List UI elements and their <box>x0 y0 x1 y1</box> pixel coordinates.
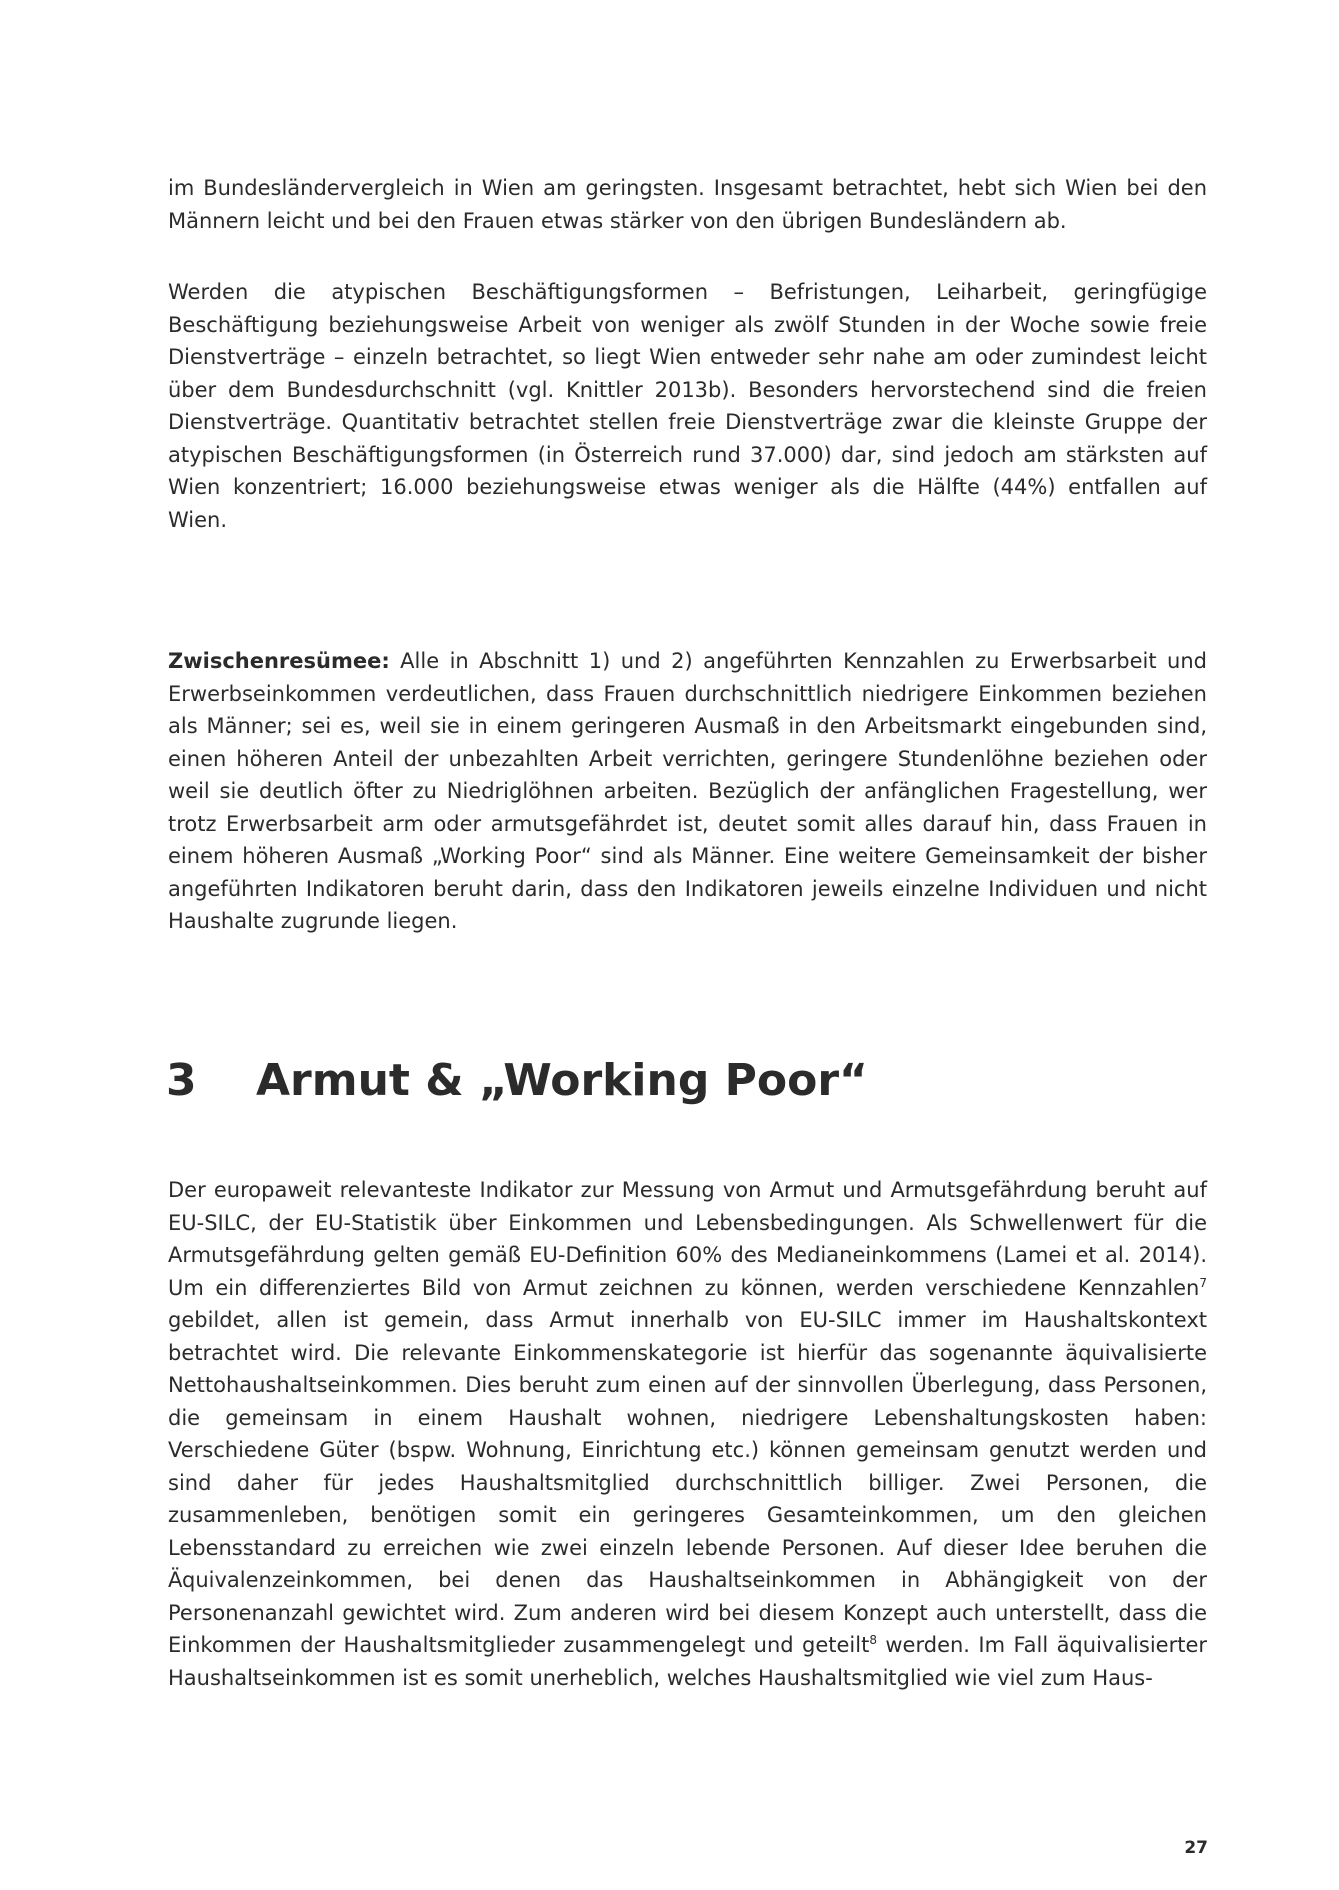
section-body-text-1: Der europaweit relevanteste Indikator zur Messung von Armut und Armutsgefährdung beruht auf EU-SILC, der EU-Statistik über Einkommen und Lebensbedingungen. Als Schwellenwert für die Armutsgefährdung gelten gemäß EU-Definition 60% des Medianeinkommens (Lamei et al. 2014). Um ein differenziertes Bild von Armut zeichnen zu können, werden verschiedene Kennzahlen <box>168 1178 1207 1300</box>
section-title: Armut & „Working Poor“ <box>256 1055 868 1106</box>
section-number: 3 <box>166 1055 197 1106</box>
interim-summary-label: Zwischenresümee: <box>168 649 390 673</box>
footnote-ref-8[interactable]: 8 <box>869 1633 877 1647</box>
paragraph-intro <box>168 172 1207 237</box>
interim-summary-text: Alle in Abschnitt 1) und 2) angeführten Kennzahlen zu Erwerbsarbeit und Erwerbseinkommen verdeutlichen, dass Frauen durchschnittlich niedrigere Einkommen beziehen als Männer; sei es, weil sie in einem geringeren Ausmaß in den Arbeitsmarkt eingebunden sind, einen höheren Anteil der unbezahlten Arbeit verrichten, geringere Stundenlöhne beziehen oder weil sie deutlich öfter zu Niedriglöhnen arbeiten. Bezüglich der anfänglichen Fragestellung, wer trotz Erwerbsarbeit arm oder armutsgefährdet ist, deutet somit alles darauf hin, dass Frauen in einem höheren Ausmaß „Working Poor“ sind als Männer. Eine weitere Gemeinsamkeit der bisher angeführten Indikatoren beruht darin, dass den Indikatoren jeweils einzelne Individuen und nicht Haushalte zugrunde liegen. <box>168 649 1207 933</box>
section-body-text-3: werden. Im Fall äquivalisierter Haushaltseinkommen ist es somit unerheblich, welches Haushaltsmitglied wie viel zum Haus- <box>168 1633 1207 1690</box>
paragraph-atypical-employment-text: Werden die atypischen Beschäftigungsformen – Befristungen, Leiharbeit, geringfügige Beschäftigung beziehungsweise Arbeit von weniger als zwölf Stunden in der Woche sowie freie Dienstverträge – einzeln betrachtet, so liegt Wien entweder sehr nahe am oder zumindest leicht über dem Bundesdurchschnitt (vgl. Knittler 2013b). Besonders hervorstechend sind die freien Dienstverträge. Quantitativ betrachtet stellen freie Dienstverträge zwar die kleinste Gruppe der atypischen Beschäftigungsformen (in Österreich rund 37.000) dar, sind jedoch am stärksten auf Wien konzentriert; 16.000 beziehungsweise etwas weniger als die Hälfte (44%) entfallen auf Wien. <box>168 280 1207 532</box>
interim-summary <box>168 645 1207 938</box>
page-number: 27 <box>1184 1838 1208 1858</box>
section-body <box>168 1174 1207 1694</box>
section-body-paragraph <box>168 1174 1207 1694</box>
footnote-ref-7[interactable]: 7 <box>1199 1275 1207 1290</box>
section-heading <box>166 1053 868 1109</box>
interim-summary-paragraph <box>168 645 1207 938</box>
paragraph-intro-text: im Bundesländervergleich in Wien am geringsten. Insgesamt betrachtet, hebt sich Wien bei den Männern leicht und bei den Frauen etwas stärker von den übrigen Bundesländern ab. <box>168 176 1207 233</box>
paragraph-atypical-employment <box>168 276 1207 536</box>
section-body-text-2: gebildet, allen ist gemein, dass Armut innerhalb von EU-SILC immer im Haushaltskontext betrachtet wird. Die relevante Einkommenskategorie ist hierfür das sogenannte äquivalisierte Nettohaushaltseinkommen. Dies beruht zum einen auf der sinnvollen Überlegung, dass Personen, die gemeinsam in einem Haushalt wohnen, niedrigere Lebenshaltungskosten haben: Verschiedene Güter (bspw. Wohnung, Einrichtung etc.) können gemeinsam genutzt werden und sind daher für jedes Haushaltsmitglied durchschnittlich billiger. Zwei Personen, die zusammenleben, benötigen somit ein geringeres Gesamteinkommen, um den gleichen Lebensstandard zu erreichen wie zwei einzeln lebende Personen. Auf dieser Idee beruhen die Äquivalenzeinkommen, bei denen das Haushaltseinkommen in Abhängigkeit von der Personenanzahl gewichtet wird. Zum anderen wird bei diesem Konzept auch unterstellt, dass die Einkommen der Haushaltsmitglieder zusammengelegt und geteilt <box>168 1308 1207 1657</box>
